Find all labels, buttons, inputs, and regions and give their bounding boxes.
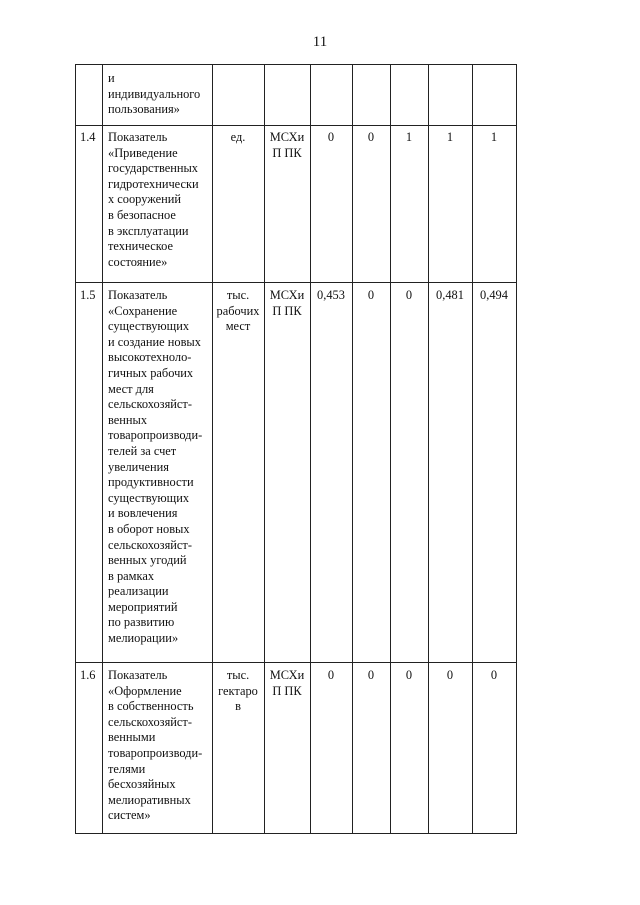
value-cell-5: 0 — [490, 668, 498, 682]
value-cell-2: 0 — [367, 288, 375, 302]
unit-cell: тыс. гектаро в — [218, 668, 258, 714]
value-cell-2: 0 — [367, 130, 375, 144]
value-cell-5: 1 — [490, 130, 498, 144]
value-cell-4: 1 — [446, 130, 454, 144]
org-cell: МСХи П ПК — [269, 288, 305, 318]
value-cell-1: 0,453 — [317, 288, 345, 302]
row-number: 1.4 — [80, 130, 96, 144]
value-cell-3: 0 — [405, 668, 413, 682]
continued-indicator-text: и индивидуального пользования» — [108, 71, 201, 117]
value-cell-3: 1 — [405, 130, 413, 144]
indicator-text: Показатель «Приведение государственных гидротехнически х сооружений в безопасное в эксплуатации техническое состояние» — [108, 130, 199, 269]
unit-cell: тыс. рабочих мест — [216, 288, 260, 334]
row-number: 1.5 — [80, 288, 96, 302]
row-number: 1.6 — [80, 668, 96, 682]
value-cell-4: 0 — [446, 668, 454, 682]
value-cell-2: 0 — [367, 668, 375, 682]
indicator-text: Показатель «Сохранение существующих и создание новых высокотехноло- гичных рабочих мест для сельскохозяйст- венных товаропроизводи- телей за счет увеличения продуктивности существующих и вовлечения в оборот новых сельскохозяйст- венных угодий в рамках реализации мероприятий по развитию мелиорации» — [108, 288, 203, 646]
value-cell-4: 0,481 — [436, 288, 464, 302]
org-cell: МСХи П ПК — [269, 130, 305, 160]
value-cell-1: 0 — [327, 130, 335, 144]
value-cell-1: 0 — [327, 668, 335, 682]
value-cell-3: 0 — [405, 288, 413, 302]
value-cell-5: 0,494 — [480, 288, 508, 302]
unit-cell: ед. — [230, 130, 246, 144]
page-number: 11 — [312, 34, 328, 50]
org-cell: МСХи П ПК — [269, 668, 305, 698]
indicator-text: Показатель «Оформление в собственность сельскохозяйст- венными товаропроизводи- телями бесхозяйных мелиоративных систем» — [108, 668, 203, 823]
